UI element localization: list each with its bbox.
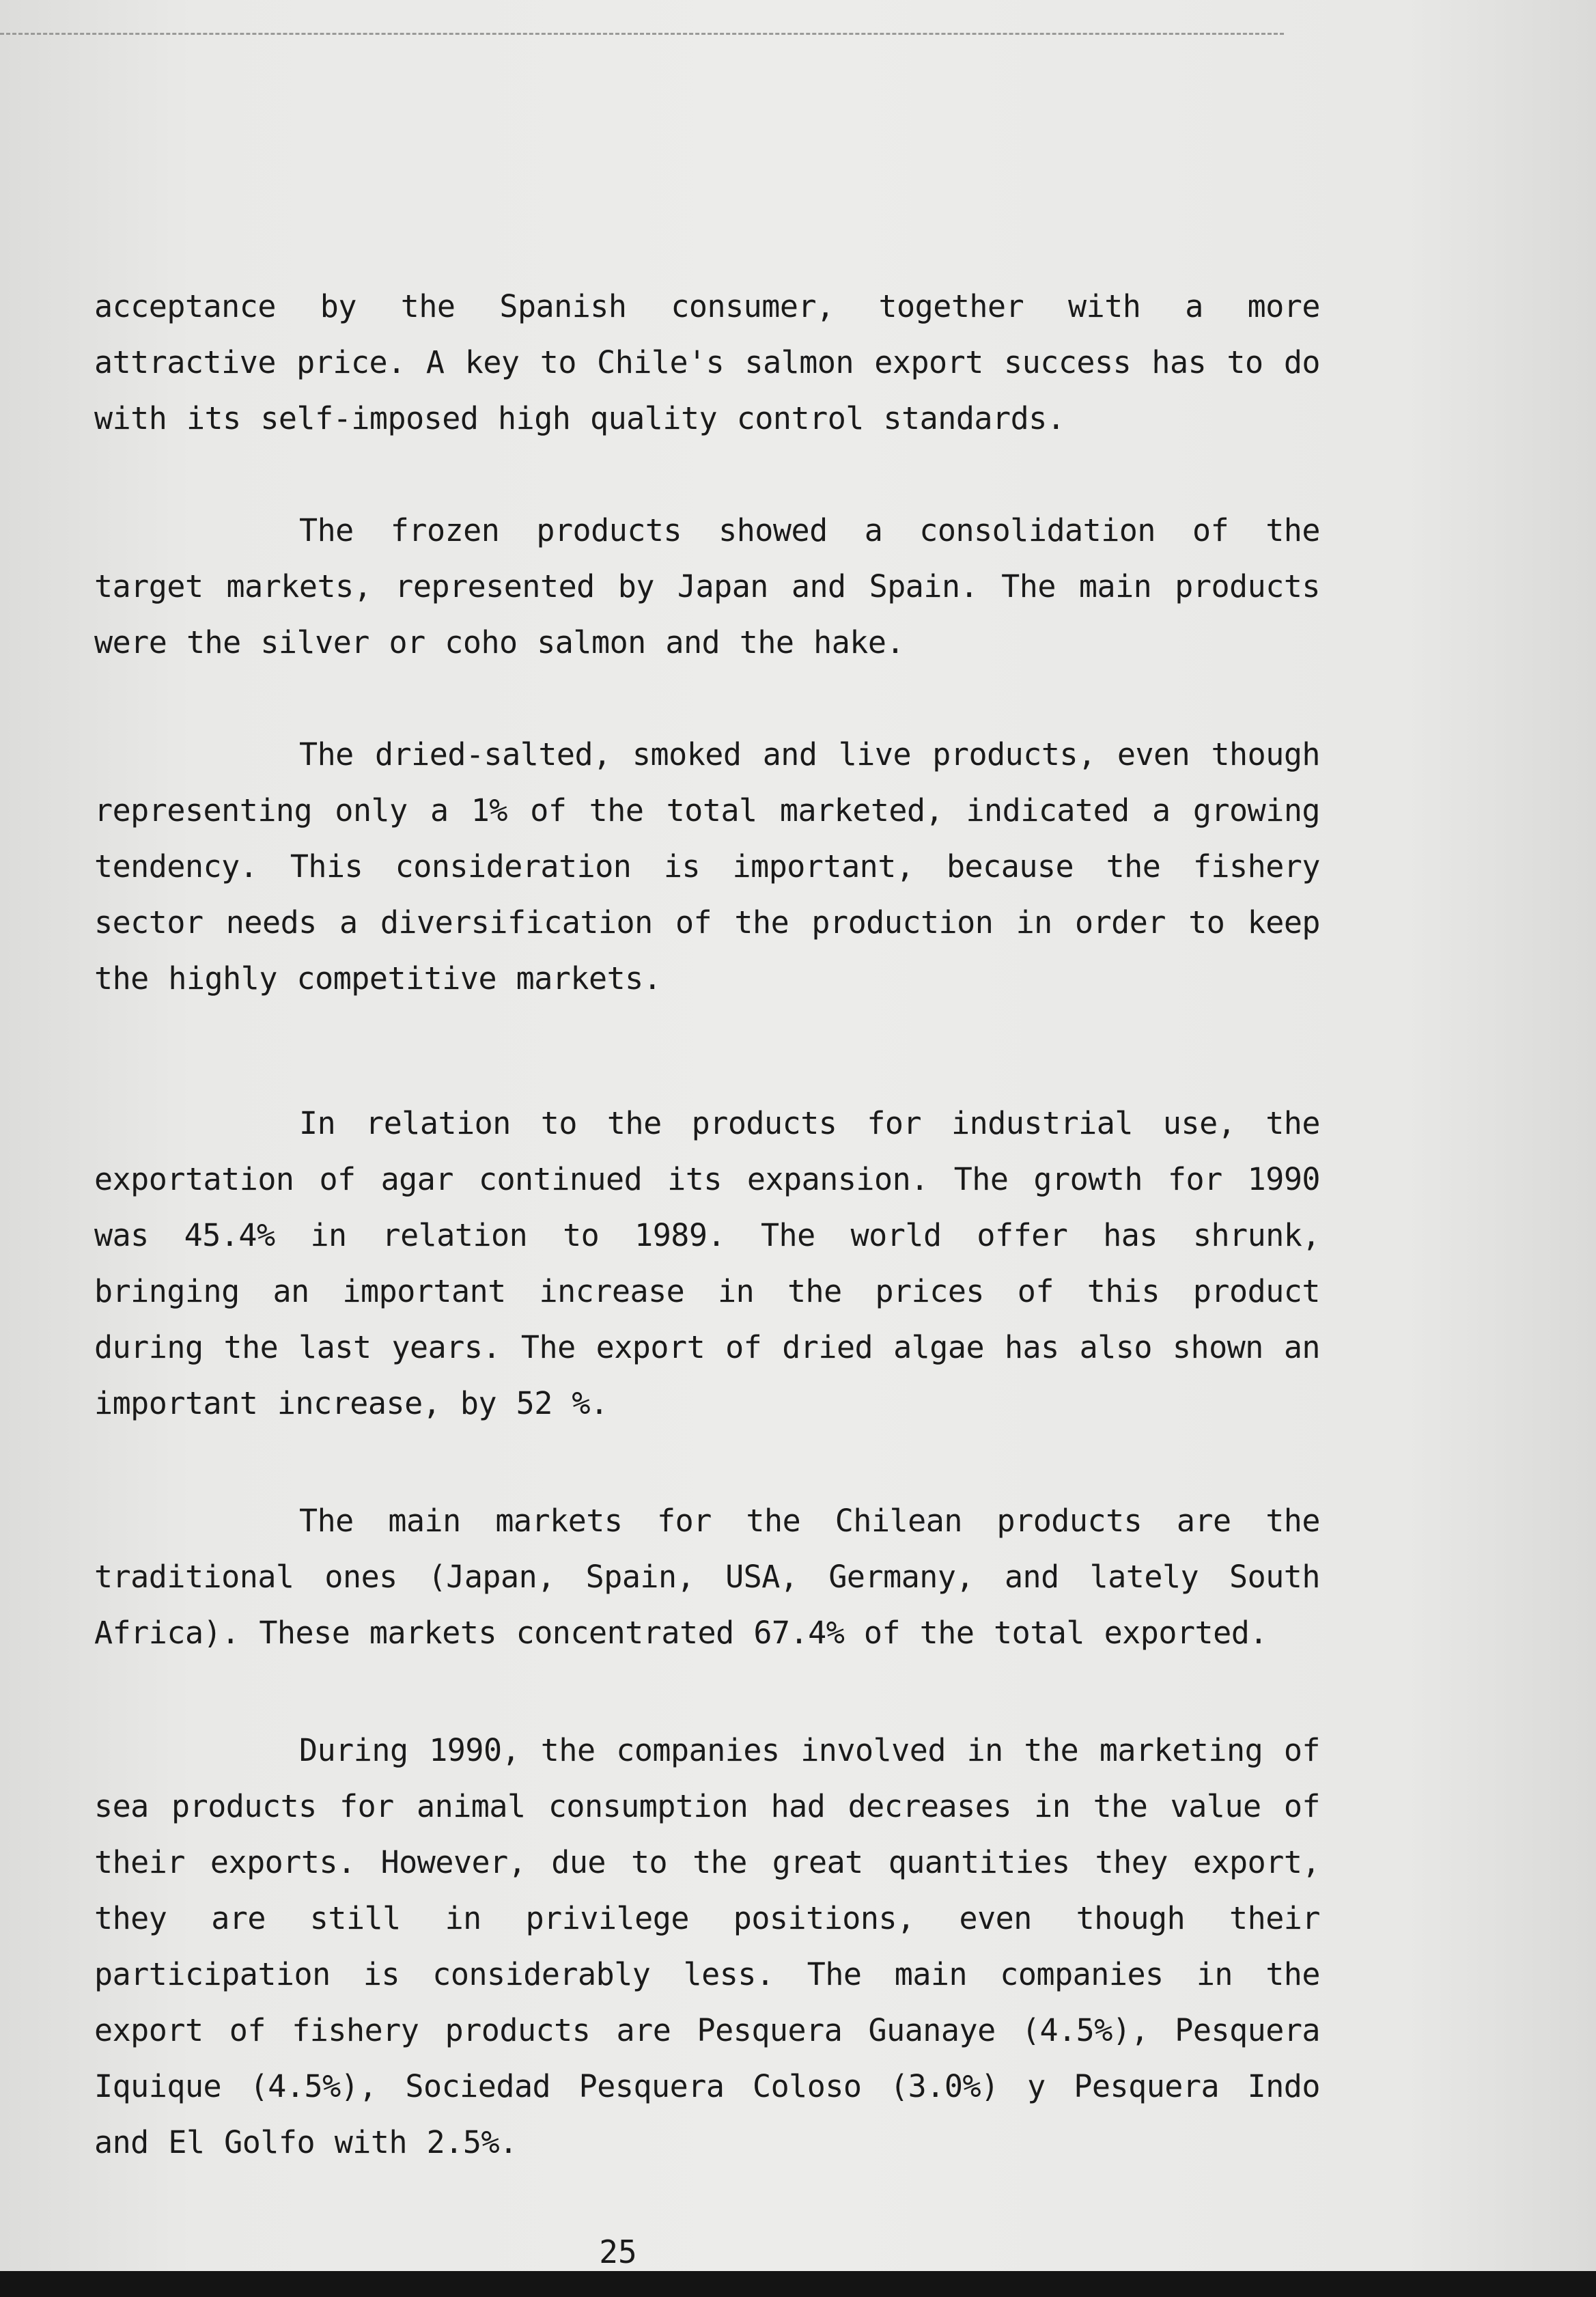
scan-bottom-edge <box>0 2271 1596 2297</box>
paragraph-dried-salted-products: The dried-salted, smoked and live products, even though representing only a 1% of the total marketed, indicated a growing tendency. This consideration is important, because the fishery sector needs a diversification of the production in order to keep the highly competitive markets. <box>94 736 1320 997</box>
paragraph-salmon-export: acceptance by the Spanish consumer, together with a more attractive price. A key to Chile's salmon export success has to do with its self-imposed high quality control standards. <box>94 288 1320 436</box>
page-number: 25 <box>599 2233 637 2270</box>
paragraph-main-markets: The main markets for the Chilean products are the traditional ones (Japan, Spain, USA, Germany, and lately South Africa). These markets concentrated 67.4% of the total exported. <box>94 1503 1320 1651</box>
paragraph-companies: During 1990, the companies involved in the marketing of sea products for animal consumption had decreases in the value of their exports. However, due to the great quantities they export, they are still in privilege positions, even though their participation is considerably less. The main companies in the export of fishery products are Pesquera Guanaye (4.5%), Pesquera Iquique (4.5%), Sociedad Pesquera Coloso (3.0%) y Pesquera Indo and El Golfo with 2.5%. <box>94 1732 1320 2160</box>
paragraph-frozen-products: The frozen products showed a consolidation of the target markets, represented by Japan and Spain. The main products were the silver or coho salmon and the hake. <box>94 512 1320 660</box>
body-text <box>94 279 1320 2171</box>
paragraph-industrial-products: In relation to the products for industrial use, the exportation of agar continued its expansion. The growth for 1990 was 45.4% in relation to 1989. The world offer has shrunk, bringing an important increase in the prices of this product during the last years. The export of dried algae has also shown an important increase, by 52 %. <box>94 1105 1320 1421</box>
scan-top-rule <box>0 33 1284 35</box>
